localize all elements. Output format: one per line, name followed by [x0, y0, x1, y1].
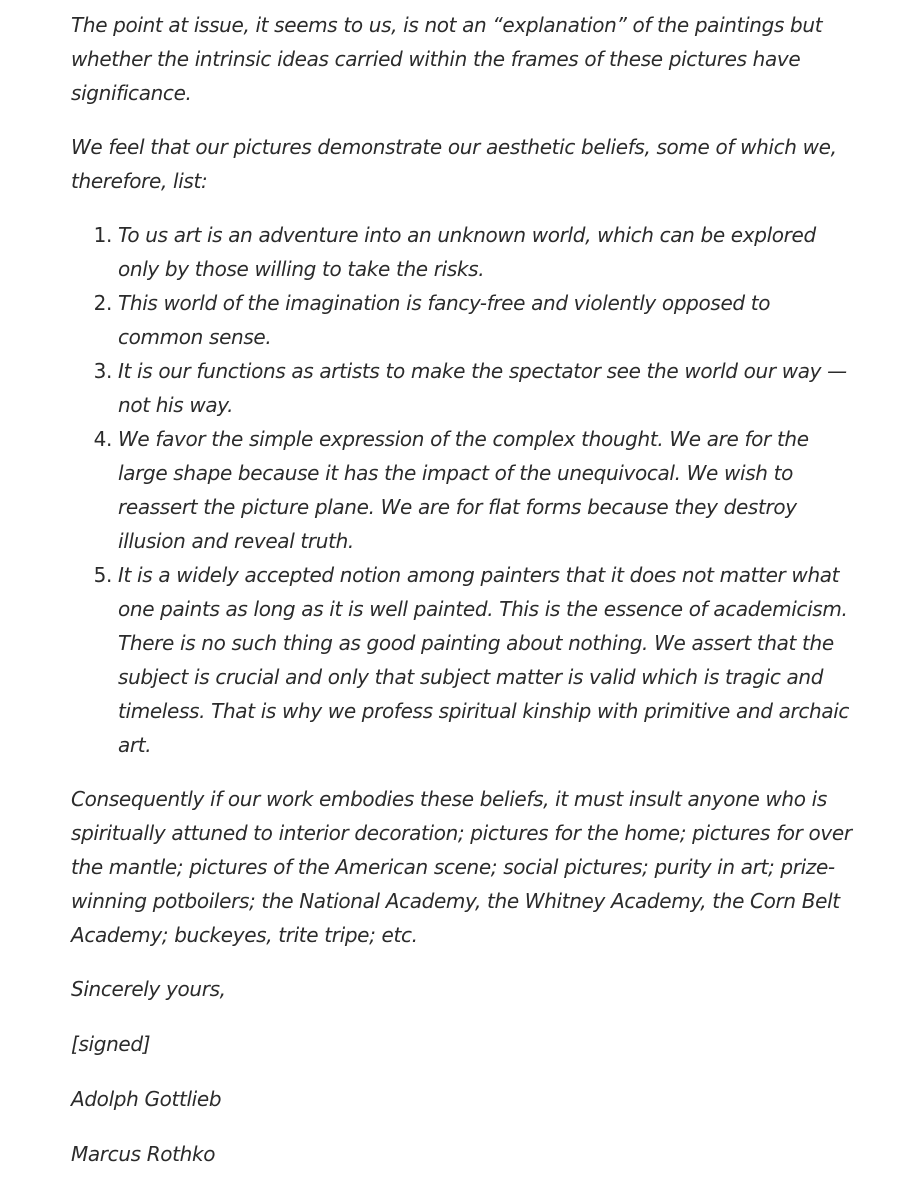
paragraph-beliefs-intro: We feel that our pictures demonstrate our aesthetic beliefs, some of which we, therefore, list: [71, 135, 837, 193]
paragraph-intro: The point at issue, it seems to us, is not an “explanation” of the paintings but whether the intrinsic ideas carried within the frames of these pictures have significance. [71, 13, 823, 105]
list-item [118, 422, 861, 558]
signed-note: [signed] [71, 1032, 151, 1056]
list-item [118, 286, 861, 354]
list-item [118, 218, 861, 286]
signatory-name: Adolph Gottlieb [71, 1087, 222, 1111]
list-item-text: To us art is an adventure into an unknown world, which can be explored only by those willing to take the risks. [118, 223, 816, 281]
signatory-name: Marcus Rothko [71, 1142, 216, 1166]
list-item [118, 558, 861, 762]
list-item-text: It is our functions as artists to make the spectator see the world our way — not his way. [118, 359, 847, 417]
closing-line: Sincerely yours, [71, 977, 226, 1001]
paragraph-consequently: Consequently if our work embodies these beliefs, it must insult anyone who is spiritually attuned to interior decoration; pictures for the home; pictures for over the mantle; pictures of the American scene; social pictures; purity in art; prize-winning potboilers; the National Academy, the Whitney Academy, the Corn Belt Academy; buckeyes, trite tripe; etc. [71, 787, 852, 947]
beliefs-list [71, 218, 861, 762]
letter-body [71, 8, 861, 1192]
list-item-text: We favor the simple expression of the complex thought. We are for the large shape because it has the impact of the unequivocal. We wish to reassert the picture plane. We are for flat forms because they destroy illusion and reveal truth. [118, 427, 809, 553]
list-item-text: It is a widely accepted notion among painters that it does not matter what one paints as long as it is well painted. This is the essence of academicism. There is no such thing as good painting about nothing. We assert that the subject is crucial and only that subject matter is valid which is tragic and timeless. That is why we profess spiritual kinship with primitive and archaic art. [118, 563, 850, 757]
list-item [118, 354, 861, 422]
list-item-text: This world of the imagination is fancy-free and violently opposed to common sense. [118, 291, 771, 349]
